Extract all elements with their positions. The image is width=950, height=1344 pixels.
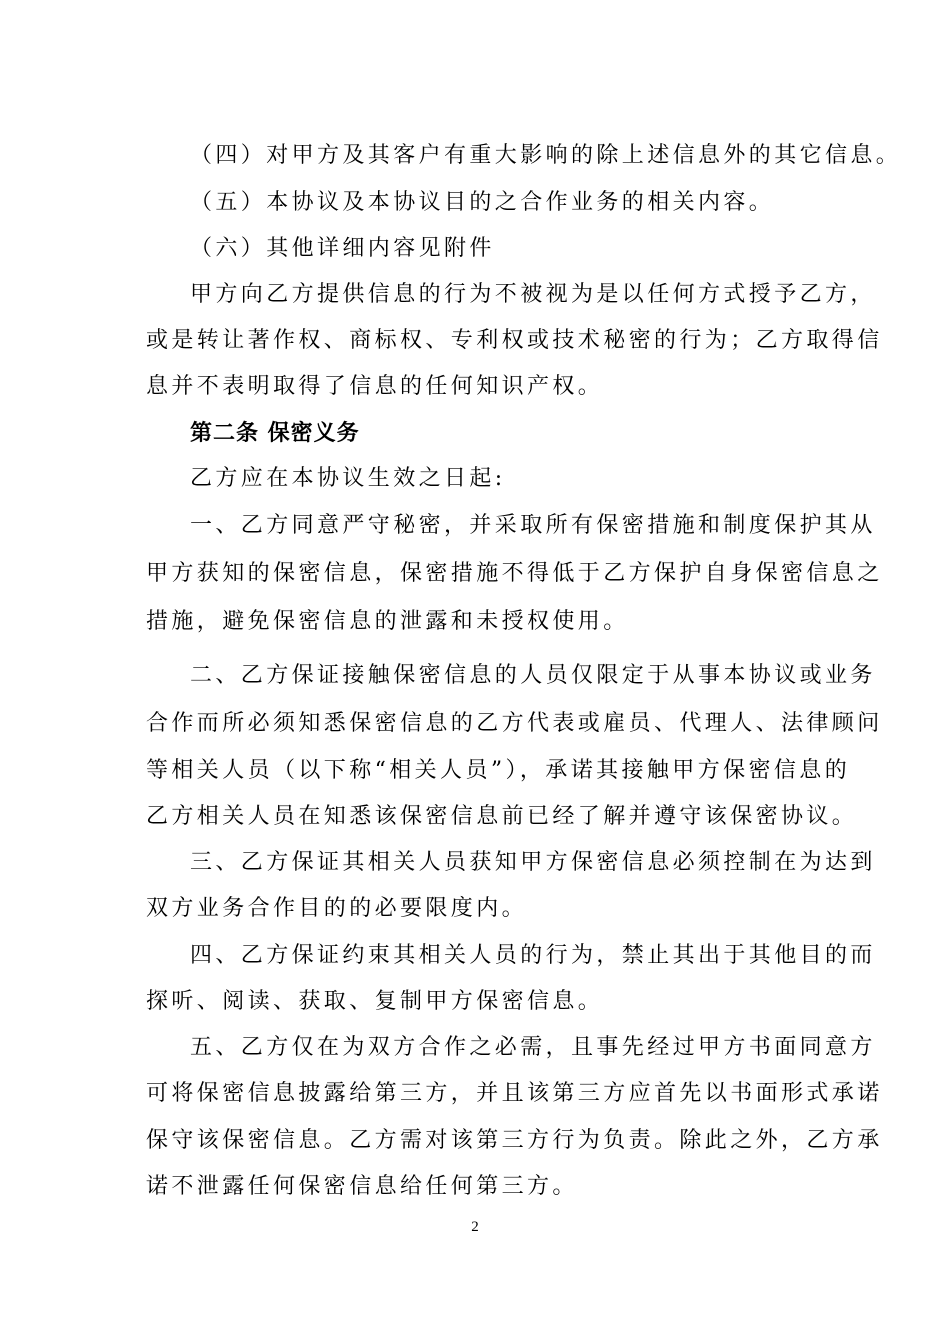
paragraph-line: 甲方向乙方提供信息的行为不被视为是以任何方式授予乙方， (190, 282, 876, 307)
clause-five-line: 保守该保密信息。乙方需对该第三方行为负责。除此之外，乙方承 (146, 1128, 883, 1153)
clause-five-line: 诺不泄露任何保密信息给任何第三方。 (146, 1174, 578, 1199)
clause-four-line: 四、乙方保证约束其相关人员的行为，禁止其出于其他目的而 (190, 943, 876, 968)
clause-one-line: 甲方获知的保密信息，保密措施不得低于乙方保护自身保密信息之 (146, 561, 883, 586)
paragraph-line: 息并不表明取得了信息的任何知识产权。 (146, 374, 604, 399)
section-heading: 第二条 保密义务 (190, 420, 360, 446)
clause-two-line: 等相关人员（以下称“相关人员”），承诺其接触甲方保密信息的 (146, 758, 851, 783)
clause-five-line: 五、乙方仅在为双方合作之必需，且事先经过甲方书面同意方 (190, 1035, 876, 1060)
clause-two-line: 乙方相关人员在知悉该保密信息前已经了解并遵守该保密协议。 (146, 804, 858, 829)
page-number: 2 (471, 1219, 479, 1235)
clause-five-line: 可将保密信息披露给第三方，并且该第三方应首先以书面形式承诺 (146, 1081, 883, 1106)
item-four-line: （四）对甲方及其客户有重大影响的除上述信息外的其它信息。 (190, 143, 902, 168)
clause-four-line: 探听、阅读、获取、复制甲方保密信息。 (146, 989, 604, 1014)
clause-one-line: 措施，避免保密信息的泄露和未授权使用。 (146, 609, 629, 634)
clause-two-line: 二、乙方保证接触保密信息的人员仅限定于从事本协议或业务 (190, 663, 876, 688)
clause-three-line: 三、乙方保证其相关人员获知甲方保密信息必须控制在为达到 (190, 850, 876, 875)
paragraph-line: 乙方应在本协议生效之日起: (190, 466, 506, 491)
item-six-line: （六）其他详细内容见附件 (190, 236, 495, 261)
clause-one-line: 一、乙方同意严守秘密，并采取所有保密措施和制度保护其从 (190, 513, 876, 538)
item-five-line: （五）本协议及本协议目的之合作业务的相关内容。 (190, 190, 775, 215)
paragraph-line: 或是转让著作权、商标权、专利权或技术秘密的行为；乙方取得信 (146, 328, 883, 353)
clause-three-line: 双方业务合作目的的必要限度内。 (146, 896, 528, 921)
clause-two-line: 合作而所必须知悉保密信息的乙方代表或雇员、代理人、法律顾问 (146, 711, 883, 736)
